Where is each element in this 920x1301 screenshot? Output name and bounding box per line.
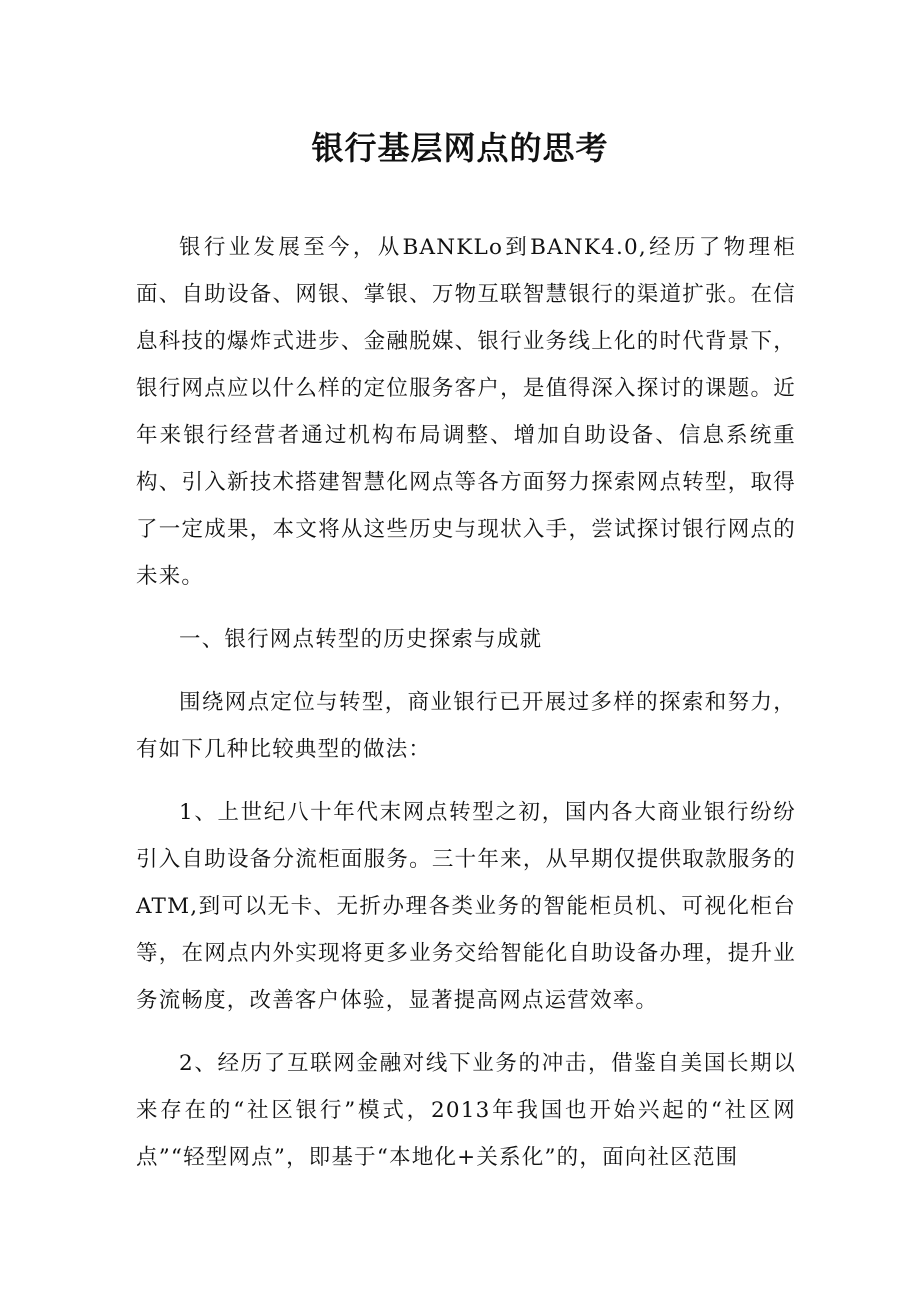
section-1-lead-paragraph: 围绕网点定位与转型，商业银行已开展过多样的探索和努力，有如下几种比较典型的做法：: [136, 690, 796, 762]
document-title: 银行基层网点的思考: [311, 129, 609, 167]
section-1-heading: 一、银行网点转型的历史探索与成就: [179, 627, 543, 652]
list-item-1-paragraph: 1、上世纪八十年代末网点转型之初，国内各大商业银行纷纷引入自助设备分流柜面服务。三十年来，从早期仅提供取款服务的ATM,到可以无卡、无折办理各类业务的智能柜员机、可视化柜台等，在网点内外实现将更多业务交给智能化自助设备办理，提升业务流畅度，改善客户体验，显著提高网点运营效率。: [136, 800, 796, 1013]
document-body: [136, 224, 796, 1181]
intro-paragraph: 银行业发展至今，从BANKLo到BANK4.0,经历了物理柜面、自助设备、网银、掌银、万物互联智慧银行的渠道扩张。在信息科技的爆炸式进步、金融脱媒、银行业务线上化的时代背景下，银行网点应以什么样的定位服务客户，是值得深入探讨的课题。近年来银行经营者通过机构布局调整、增加自助设备、信息系统重构、引入新技术搭建智慧化网点等各方面努力探索网点转型，取得了一定成果，本文将从这些历史与现状入手，尝试探讨银行网点的未来。: [136, 235, 796, 589]
list-item-2-paragraph: 2、经历了互联网金融对线下业务的冲击，借鉴自美国长期以来存在的“社区银行”模式，2013年我国也开始兴起的“社区网点”“轻型网点”，即基于“本地化+关系化”的，面向社区范围: [136, 1051, 796, 1170]
